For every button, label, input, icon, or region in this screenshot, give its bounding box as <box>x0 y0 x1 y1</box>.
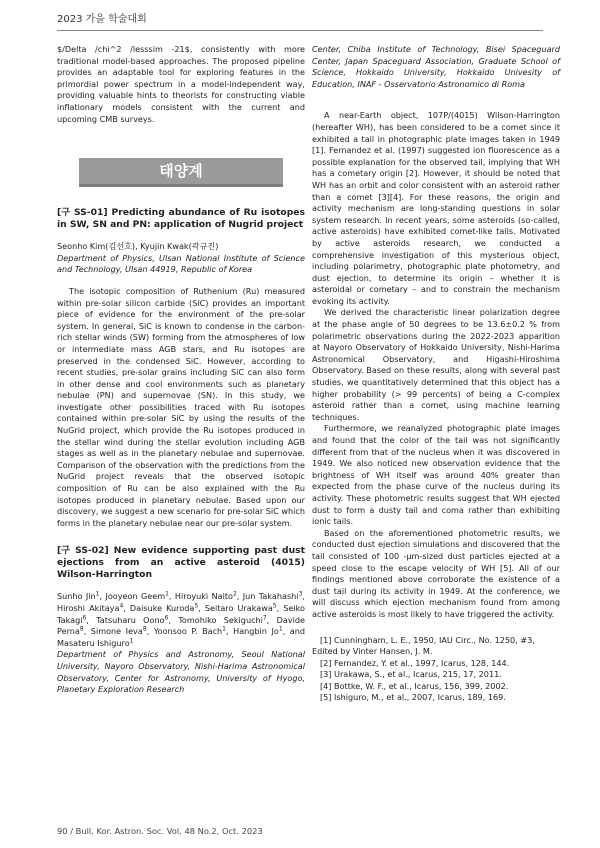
reference-list <box>312 635 560 705</box>
author-name: , Yoonsoo P. Bach <box>146 626 223 637</box>
affiliation-marker: 1 <box>165 590 169 598</box>
author-name: , Tomohiko Sekiguchi <box>168 614 263 625</box>
author-name: , Daisuke Kuroda <box>123 603 195 613</box>
author-name: , Davide Perna <box>57 614 305 637</box>
author-name: , and Masateru Ishiguro <box>57 626 306 648</box>
affiliation-marker: 3 <box>298 590 303 598</box>
reference-item: [1] Cunningham, L. E., 1950, IAU Circ., No. 1250, #3, Edited by Vinter Hansen, J. M. <box>312 634 535 657</box>
affiliation-marker: 1 <box>222 625 226 633</box>
affiliation-marker: 5 <box>272 602 277 610</box>
continuation-paragraph: $/Delta /chi^2 /lesssim -21$, consistently with more traditional model-based approaches. The proposed pipeline provides an adaptable tool for exploring features in the primordial power spectrum in a model-independent way, providing valuable hints to theorists for constructing viable inflationary models consistent with the current and upcoming CMB surveys. <box>57 44 305 124</box>
section-heading: 태양계 <box>79 158 283 187</box>
author-name: , Tatsuharu Oono <box>86 614 165 625</box>
author-name: , Seiko Takagi <box>57 603 305 625</box>
author-name: , Hiroshi Akitaya <box>57 591 305 613</box>
affiliation-marker: 7 <box>262 613 267 621</box>
reference-item: [5] Ishiguro, M., et al., 2007, Icarus, 189, 169. <box>320 692 506 703</box>
abstract-authors-2 <box>57 591 305 649</box>
affiliation-marker: 5 <box>194 602 199 610</box>
reference-item: [2] Fernandez, Y. et al., 1997, Icarus, 128, 144. <box>320 657 510 668</box>
author-name: , Hiroyuki Naito <box>168 591 233 602</box>
author-name: Sunho Jin <box>57 591 96 602</box>
author-name: , Simone Ieva <box>83 626 143 637</box>
abstract-authors: Seonho Kim(김선호), Kyujin Kwak(곽규진) <box>57 241 219 252</box>
author-name: , Jooyeon Geem <box>99 591 166 602</box>
abstract-body: The isotopic composition of Ruthenium (Ru) measured within pre-solar silicon carbide (SiC) provides an important piece of evidence for the environment of the pre-solar system. In general, SiC is known to condense in the carbon-rich stellar winds (SW) forming from the atmospheres of low or intermediate mass AGB stars, and Ru isotopes are preserved in the condensed SiC. However, according to recent studies, pre-solar grains including SiC can also form in other dense and cool environments such as planetary nebulae (PN) and supernovae (SN). In this study, we investigate other possibilities traced with Ru isotopes contained within pre-solar SiC by using the results of the NuGrid project, which provide the Ru isotopes produced in the stellar wind during the stellar evolution including AGB stages as well as in the planetary nebulae and supernovae. Comparison of the observation with the predictions from the NuGrid project reveals that the observed isotopic composition of Ru can be also explained with the Ru isotopes produced in planetary nebulae. Based upon our discovery, we suggest a new scenario for pre-solar SiC which forms in the planetary nebulae near our pre-solar system. <box>57 285 305 528</box>
body-paragraph-3: Furthermore, we reanalyzed photographic plate images and found that the color of the tail was not significantly different from that of the nucleus when it was discovered in 1949. We also noticed new observation evidence that the brightness of WH itself was around 40% greater than expected from the phase curve of the nucleus during its activity. These photometric results suggest that WH ejected dust to form a dusty tail and coma rather than exhibiting ionic tails. <box>312 423 560 527</box>
affiliation-marker: 1 <box>129 637 134 645</box>
affiliation-marker: 6 <box>164 613 169 621</box>
author-name: , Hangbin Jo <box>225 626 279 637</box>
author-name: , Seitaro Urakawa <box>198 603 273 613</box>
abstract-affiliation-2: Department of Physics and Astronomy, Seoul National University, Nayoro Observatory, Nishi-Harima Astronomical Observatory, Center for Astronomy, University of Hyogo, Planetary Exploration Research <box>57 649 305 695</box>
affiliation-marker: 1 <box>95 590 100 598</box>
header-divider <box>57 30 543 31</box>
affiliation-marker: 2 <box>232 590 237 598</box>
affiliation-marker: 8 <box>142 625 147 633</box>
abstract-title: [구 SS-01] Predicting abundance of Ru isotopes in SW, SN and PN: application of Nugrid project <box>57 207 305 231</box>
right-column <box>312 44 560 704</box>
page-footer: 90 / Bull. Kor. Astron. Soc. Vol. 48 No.2, Oct. 2023 <box>57 826 263 836</box>
reference-item: [3] Urakawa, S., et al., Icarus, 215, 17, 2011. <box>320 669 502 680</box>
body-paragraph-1: A near-Earth object, 107P/(4015) Wilson-Harrington (hereafter WH), has been considered to be a comet since it exhibited a tail in photographic plate images taken in 1949 [1]. Fernandez et al. (1997) suggested ion fluorescence as a possible explanation for the observed tail, implying that WH has a cometary origin [2]. However, it should be noted that WH has an orbit and color consistent with an asteroid rather than a comet [3][4]. For these reasons, the origin and activity mechanism are long-standing questions in solar system research. In recent years, some asteroids (so-called, active asteroids) have exhibited comet-like tails. Motivated by active asteroids research, we conducted a comprehensive investigation of this mysterious object, including polarimetry, photographic plate photometry, and dust ejection, to determine its origin – whether it is asteroidal or cometary – and to constrain the mechanism evoking its activity. <box>312 110 560 306</box>
reference-item: [4] Bottke, W. F., et al., Icarus, 156, 399, 2002. <box>320 680 509 691</box>
abstract-affiliation-2-cont: Center, Chiba Institute of Technology, Bisei Spaceguard Center, Japan Spaceguard Association, Graduate School of Science, Hokkaido University, Hokkaido Univesity of Education, INAF - Osservatorio Astronomico di Roma <box>312 44 560 89</box>
author-name: , Jun Takahashi <box>236 591 299 602</box>
body-paragraph-2: We derived the characteristic linear polarization degree at the phase angle of 50 degrees to be 13.6±0.2 % from polarimetric observations during the 2022-2023 apparition at Nayoro Observatory of Hokkaido University, Nishi-Harima Astronomical Observatory, and Higashi-Hiroshima Observatory. Based on these results, along with several past studies, we quantitatively determined that this object has a higher probability (> 99 percents) of being a C-complex asteroid rather than a comet, using machine learning techniques. <box>312 307 560 422</box>
abstract-affiliation: Department of Physics, Ulsan National Institute of Science and Technology, Ulsan 44919, Republic of Korea <box>57 252 305 275</box>
left-column <box>57 44 305 696</box>
affiliation-marker: 4 <box>119 602 124 610</box>
body-paragraph-4: Based on the aforementioned photometric results, we conducted dust ejection simulations and discovered that the tail consisted of 100 -μm-sized dust particles ejected at a speed close to the escape velocity of WH [5]. All of our findings mentioned above corroborate the existence of a dust tail during its activity in 1949. At the conference, we will discuss which ejection mechanism found from among active asteroids is most likely to have triggered the activity. <box>312 527 560 619</box>
affiliation-marker: 6 <box>82 613 87 621</box>
affiliation-marker: 8 <box>79 625 84 633</box>
page-header: 2023 가을 학술대회 <box>57 14 147 25</box>
abstract-title-2: [구 SS-02] New evidence supporting past dust ejections from an active asteroid (4015) Wilson-Harrington <box>57 545 305 581</box>
affiliation-marker: 1 <box>278 625 283 633</box>
